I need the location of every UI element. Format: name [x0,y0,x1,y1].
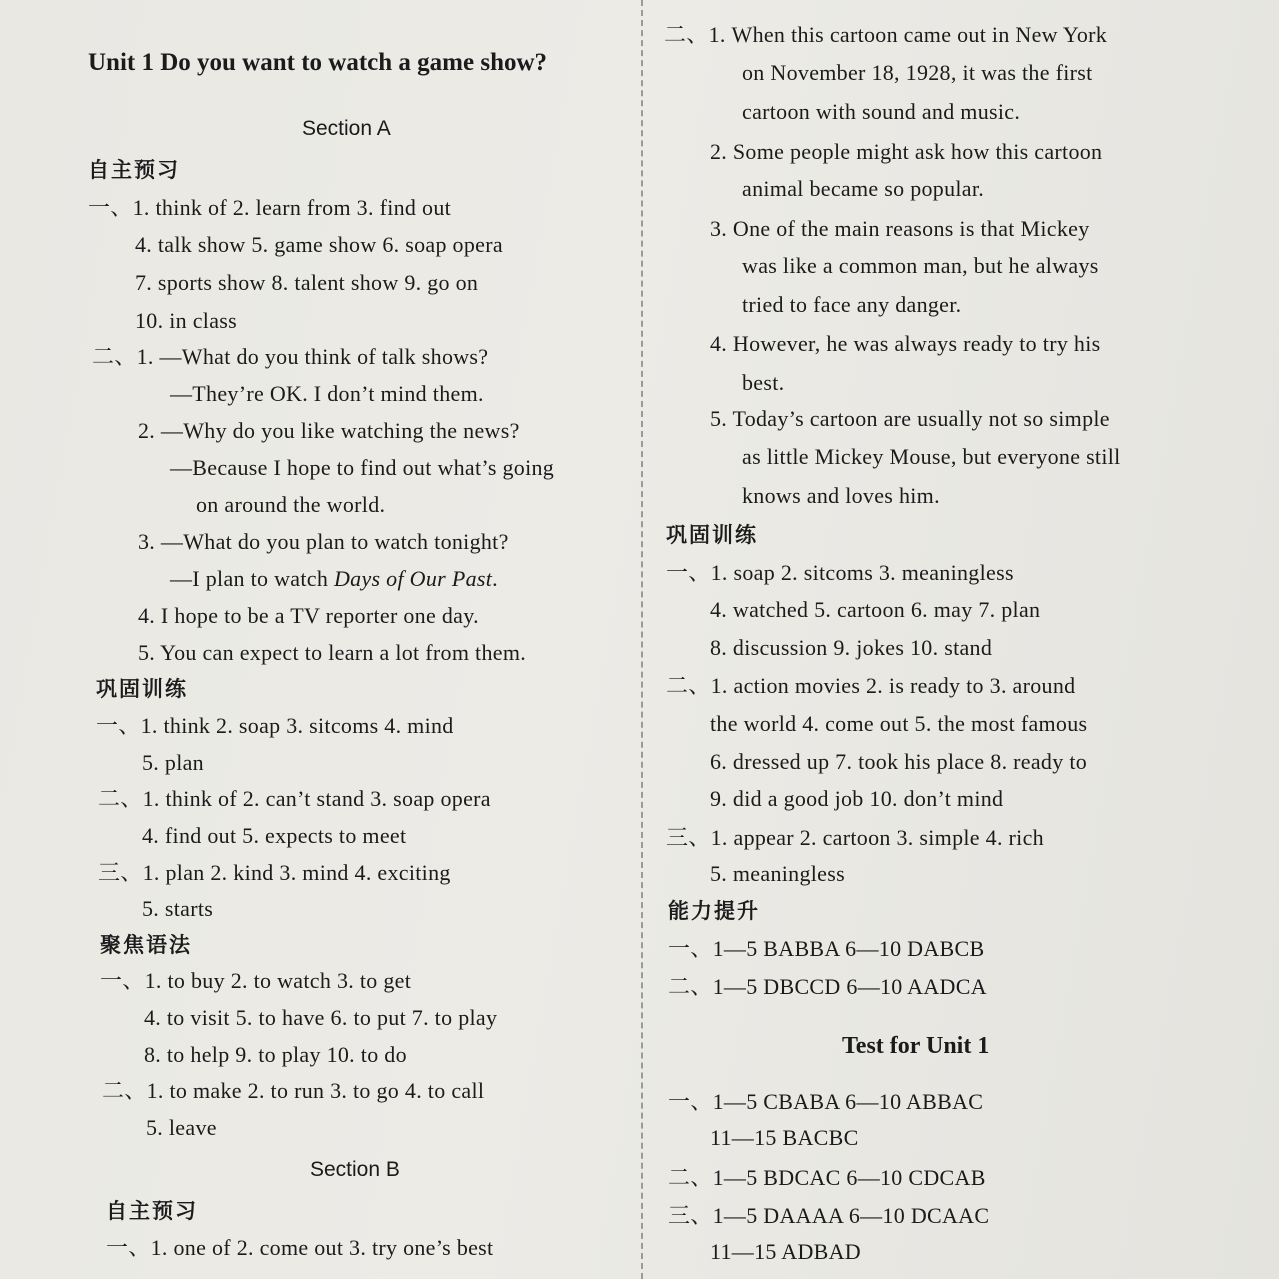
heading-zizhu-yuxi-b: 自主预习 [106,1199,198,1223]
answer-line: 5. starts [142,896,214,921]
answer-line: 一、1—5 CBABA 6—10 ABBAC [668,1089,984,1114]
answer-line: 三、1—5 DAAAA 6—10 DCAAC [668,1203,990,1228]
section-b-title: Section B [310,1158,400,1181]
answer-line: 7. sports show 8. talent show 9. go on [135,270,479,295]
answer-line: 4. However, he was always ready to try his [710,331,1101,356]
section-a-title: Section A [302,117,391,140]
answer-line: —They’re OK. I don’t mind them. [170,381,484,406]
heading-nengli-tisheng: 能力提升 [668,899,760,923]
answer-line: 一、1. think 2. soap 3. sitcoms 4. mind [96,713,454,738]
answer-line: 5. meaningless [710,861,845,886]
answer-line [170,566,498,592]
answer-line: 3. —What do you plan to watch tonight? [138,529,509,554]
heading-zizhu-yuxi: 自主预习 [88,158,180,182]
answer-line: 二、1. to make 2. to run 3. to go 4. to call [102,1078,485,1103]
answer-line: 一、1. think of 2. learn from 3. find out [88,195,452,220]
answer-line: 4. talk show 5. game show 6. soap opera [135,232,503,257]
answer-line: knows and loves him. [742,483,940,508]
answer-line: 2. Some people might ask how this cartoon [710,139,1103,164]
answer-line: tried to face any danger. [742,292,962,317]
answer-line: 4. I hope to be a TV reporter one day. [138,603,479,628]
answer-line: 8. to help 9. to play 10. to do [144,1042,407,1067]
answer-line: the world 4. come out 5. the most famous [710,711,1088,736]
answer-line: animal became so popular. [742,176,985,201]
answer-text: . [492,566,498,591]
unit-title: Unit 1 Do you want to watch a game show? [88,49,548,76]
answer-line: 二、1—5 DBCCD 6—10 AADCA [668,974,987,999]
answer-line: 6. dressed up 7. took his place 8. ready to [710,749,1088,774]
answer-line: 三、1. appear 2. cartoon 3. simple 4. rich [666,825,1044,850]
answer-line: 4. to visit 5. to have 6. to put 7. to play [144,1005,498,1030]
answer-line: 11—15 ADBAD [710,1239,861,1264]
answer-line: 10. in class [135,308,237,333]
answer-line: 二、1—5 BDCAC 6—10 CDCAB [668,1165,986,1190]
answer-line: 4. watched 5. cartoon 6. may 7. plan [710,597,1041,622]
answer-line: 一、1—5 BABBA 6—10 DABCB [668,936,985,961]
answer-line: 一、1. soap 2. sitcoms 3. meaningless [666,560,1014,585]
answer-line: 一、1. to buy 2. to watch 3. to get [100,968,412,993]
answer-line: 4. find out 5. expects to meet [142,823,407,848]
heading-gonggu-xunlian: 巩固训练 [666,523,758,547]
answer-line: 三、1. plan 2. kind 3. mind 4. exciting [98,860,451,885]
answer-line: 5. You can expect to learn a lot from them. [138,640,527,665]
answer-text: —I plan to watch [170,566,334,591]
answer-line: best. [742,370,785,395]
answer-line: 2. —Why do you like watching the news? [138,418,520,443]
answer-line: on around the world. [196,492,386,517]
answer-line: 8. discussion 9. jokes 10. stand [710,635,993,660]
answer-line: cartoon with sound and music. [742,99,1021,124]
column-divider [641,0,643,1279]
answer-line: 9. did a good job 10. don’t mind [710,786,1004,811]
answer-line: 11—15 BACBC [710,1125,859,1150]
test-title: Test for Unit 1 [842,1033,990,1059]
answer-line: 二、1. action movies 2. is ready to 3. around [666,673,1076,698]
answer-line: as little Mickey Mouse, but everyone still [742,444,1121,469]
answer-line: 一、1. one of 2. come out 3. try one’s best [106,1235,494,1260]
answer-line: was like a common man, but he always [742,253,1099,278]
answer-line: —Because I hope to find out what’s going [170,455,555,480]
heading-jujiao-yufa: 聚焦语法 [100,933,192,957]
heading-gonggu-xunlian: 巩固训练 [96,677,188,701]
answer-line: 二、1. When this cartoon came out in New York [664,22,1108,47]
answer-line: 5. Today’s cartoon are usually not so simple [710,406,1110,431]
show-title-italic: Days of Our Past [333,566,493,591]
answer-line: on November 18, 1928, it was the first [742,60,1093,85]
answer-line: 3. One of the main reasons is that Mickey [710,216,1090,241]
answer-line: 5. plan [142,750,204,775]
answer-line: 二、1. think of 2. can’t stand 3. soap opera [98,786,491,811]
answer-line: 5. leave [146,1115,217,1140]
answer-line: 二、1. —What do you think of talk shows? [92,344,489,369]
